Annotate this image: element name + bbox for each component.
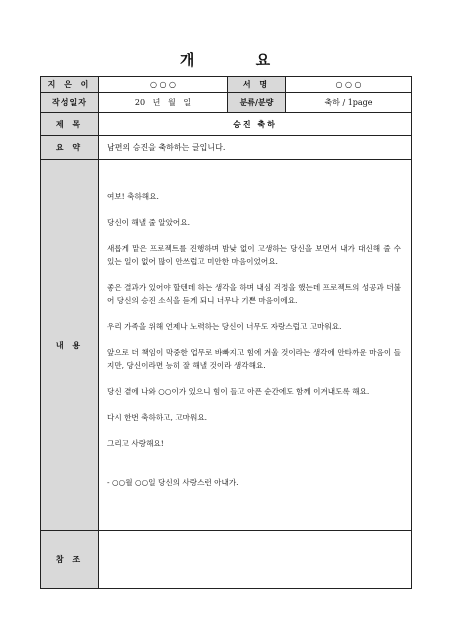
category-label: 분류/분량 <box>228 93 286 113</box>
signature-label: 서 명 <box>228 77 286 93</box>
overview-form <box>40 76 412 589</box>
paragraph: 새롭게 맡은 프로젝트를 진행하며 밤낮 없이 고생하는 당신을 보면서 내가 대신해 줄 수 있는 일이 없어 많이 안쓰럽고 미안한 마음이었어요. <box>107 244 401 266</box>
date-value: 20 년 월 일 <box>99 93 228 113</box>
letter-text <box>107 160 401 489</box>
paragraph: 그리고 사랑해요! <box>107 439 164 448</box>
paragraph: 앞으로 더 책임이 막중한 업무로 바빠지고 힘에 겨울 것이라는 생각에 안타까운 마음이 들지만, 당신이라면 능히 잘 해낼 것이라 생각해요. <box>107 348 401 370</box>
paragraph: 당신 곁에 나와 ○○이가 있으니 힘이 들고 아픈 순간에도 함께 이겨내도록 해요. <box>107 387 370 396</box>
paragraph: 좋은 결과가 있어야 할텐데 하는 생각을 하며 내심 걱정을 했는데 프로젝트의 성공과 더불어 당신의 승진 소식을 듣게 되니 너무나 기쁜 마음이에요. <box>107 283 401 305</box>
subject-label: 제 목 <box>41 113 99 136</box>
subject-value: 승진 축하 <box>99 113 412 136</box>
paragraph: 당신이 해낼 줄 알았어요. <box>107 218 191 227</box>
summary-label: 요 약 <box>41 136 99 160</box>
summary-value: 남편의 승진을 축하하는 글입니다. <box>99 136 412 160</box>
content-label: 내 용 <box>41 160 99 531</box>
date-label: 작성일자 <box>41 93 99 113</box>
reference-label: 참 조 <box>41 531 99 589</box>
reference-value <box>99 531 412 589</box>
page-title: 개 요 <box>179 51 299 69</box>
paragraph: 여보! 축하해요. <box>107 192 159 201</box>
paragraph: 다시 한번 축하하고, 고마워요. <box>107 413 208 422</box>
paragraph: 우리 가족을 위해 언제나 노력하는 당신이 너무도 자랑스럽고 고마워요. <box>107 322 342 331</box>
author-value: ○ ○ ○ <box>99 77 228 93</box>
letter-signature: - ○○월 ○○일 당신의 사랑스런 아내가. <box>107 478 239 487</box>
content-body <box>99 160 412 531</box>
category-value: 축하 / 1page <box>286 93 412 113</box>
author-label: 지 은 이 <box>41 77 99 93</box>
signature-value: ○ ○ ○ <box>286 77 412 93</box>
